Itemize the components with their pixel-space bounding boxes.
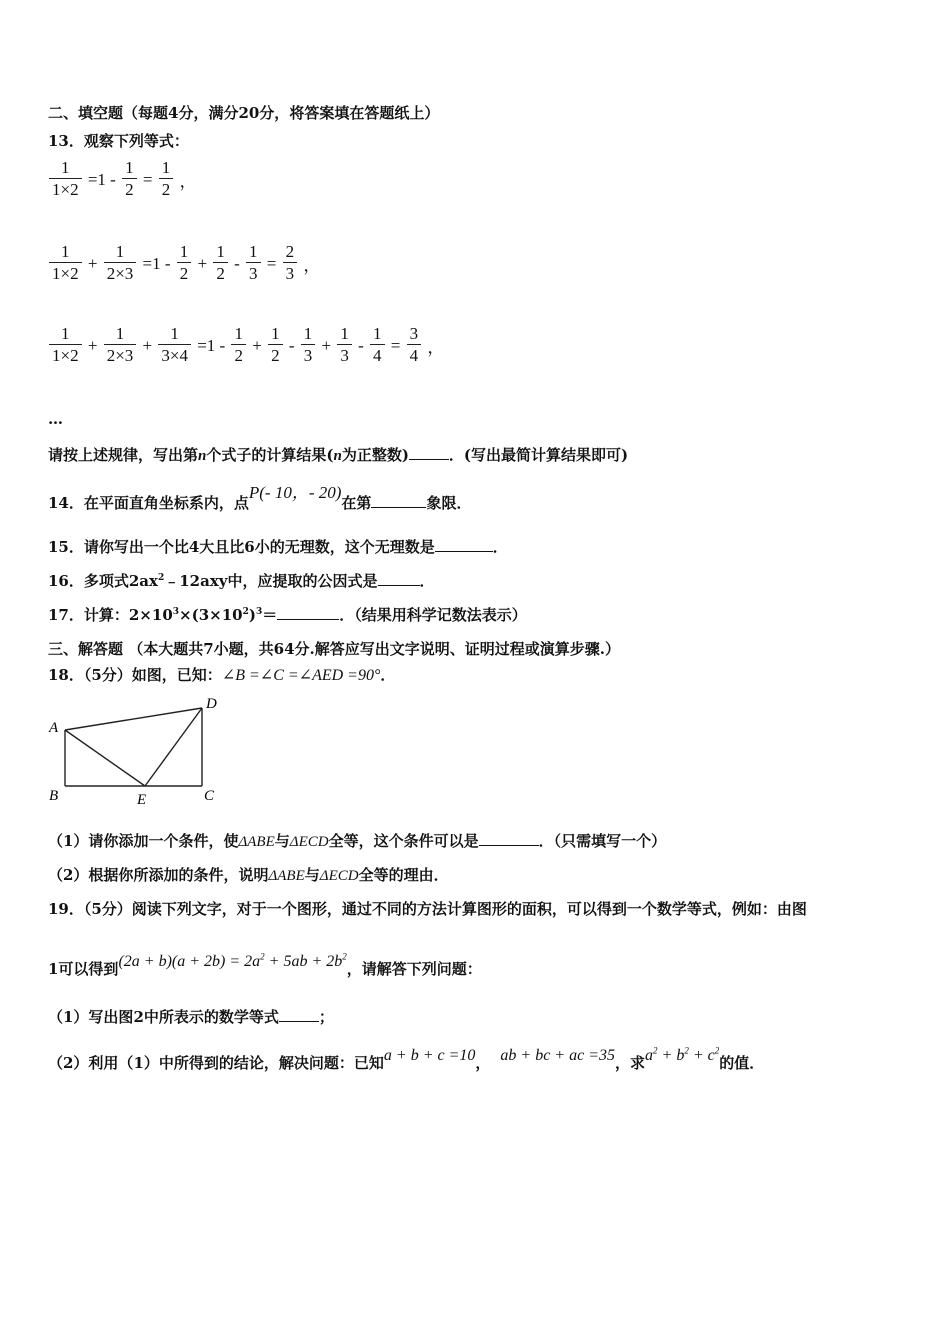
q14: 14．在平面直角坐标系内，点P(- 10，- 20)在第 象限． — [48, 483, 472, 512]
label-C: C — [204, 788, 215, 804]
answer-blank[interactable] — [371, 493, 426, 508]
q18-stem: 18．（5分）如图，已知：∠B =∠C =∠AED =90°． — [48, 666, 396, 684]
answer-blank[interactable] — [277, 605, 339, 620]
segment-AE — [65, 730, 145, 786]
q15: 15．请你写出一个比4大且比6小的无理数，这个无理数是 ． — [48, 538, 508, 556]
segment-ED — [145, 708, 202, 786]
answer-blank[interactable] — [435, 537, 493, 552]
label-E: E — [137, 792, 147, 808]
q19-line-1: 19．（5分）阅读下列文字，对于一个图形，通过不同的方法计算图形的面积，可以得到一个数学等式，例如：由图 — [48, 900, 807, 918]
answer-blank[interactable] — [409, 445, 449, 460]
answer-blank[interactable] — [479, 831, 539, 846]
section-3-heading: 三、解答题 （本大题共7小题，共64分.解答应写出文字说明、证明过程或演算步骤.） — [48, 640, 620, 658]
example-formula: $(2a + b)(a + 2b) = 2a^2 + 5ab + 2b^2$ — [118, 951, 347, 970]
q13-ellipsis: … — [48, 410, 63, 428]
q18-figure — [44, 694, 234, 812]
q13-equation-3: $\frac{1}{1\times 2}$ + $\frac{1}{2\times 3}$ + $\frac{1}{3\times 4}$ =1 - $\frac{1}{2}$ + $\frac{1}{2}$ - $\frac{1}{3}$ + $\frac{1}{3}$ - $\frac{1}{4}$ = $\frac{3}{4}$ ， — [48, 324, 445, 367]
label-B: B — [49, 788, 59, 804]
q17: 17．计算：$2\times 10^3\times(3\times 10^2)^3=$ ．（结果用科学记数法表示） — [48, 606, 527, 624]
q13-question: 请按上述规律，写出第n个式子的计算结果(n为正整数) ．(写出最简计算结果即可) — [48, 446, 629, 464]
point-p: P(- 10，- 20) — [248, 483, 342, 502]
q13-equation-1: $\frac{1}{1\times 2}$ =1 - $\frac{1}{2}$ = $\frac{1}{2}$ ， — [48, 158, 197, 201]
q13-equation-2: $\frac{1}{1\times 2}$ + $\frac{1}{2\times 3}$ =1 - $\frac{1}{2}$ + $\frac{1}{2}$ - $\frac{1}{3}$ = $\frac{2}{3}$ ， — [48, 242, 321, 285]
label-A: A — [49, 720, 59, 736]
q16: 16．多项式$2ax^2﹣12axy$中，应提取的公因式是 ． — [48, 572, 435, 590]
condition-products: ab + bc + ac =35 — [500, 1047, 615, 1064]
q19-line-2: 1可以得到$(2a + b)(a + 2b) = 2a^2 + 5ab + 2b^2$，请解答下列问题： — [48, 951, 482, 978]
target-expression: $a^2 + b^2 + c^2$ — [645, 1045, 720, 1064]
given-condition: ∠B =∠C =∠AED =90° — [221, 667, 381, 684]
section-2-heading: 二、填空题（每题4分，满分20分，将答案填在答题纸上） — [48, 104, 440, 122]
q19-part-1: （1）写出图2中所表示的数学等式 ； — [48, 1008, 334, 1026]
q18-part-2: （2）根据你所添加的条件，说明ΔABE与ΔECD全等的理由． — [48, 866, 449, 884]
answer-blank[interactable] — [378, 571, 420, 586]
segment-AD — [65, 708, 202, 730]
answer-blank[interactable] — [279, 1007, 319, 1022]
condition-sum: a + b + c =10 — [383, 1047, 476, 1064]
fraction: $\frac{1}{1\times 2}$ — [49, 158, 82, 201]
label-D: D — [206, 696, 217, 712]
q18-part-1: （1）请你添加一个条件，使ΔABE与ΔECD全等，这个条件可以是 ．（只需填写一个） — [48, 832, 667, 850]
q19-part-2: （2）利用（1）中所得到的结论，解决问题：已知a + b + c =10， ab + bc + ac =35，求$a^2 + b^2 + c^2$的值． — [48, 1045, 765, 1072]
q13-title: 13．观察下列等式： — [48, 132, 189, 150]
